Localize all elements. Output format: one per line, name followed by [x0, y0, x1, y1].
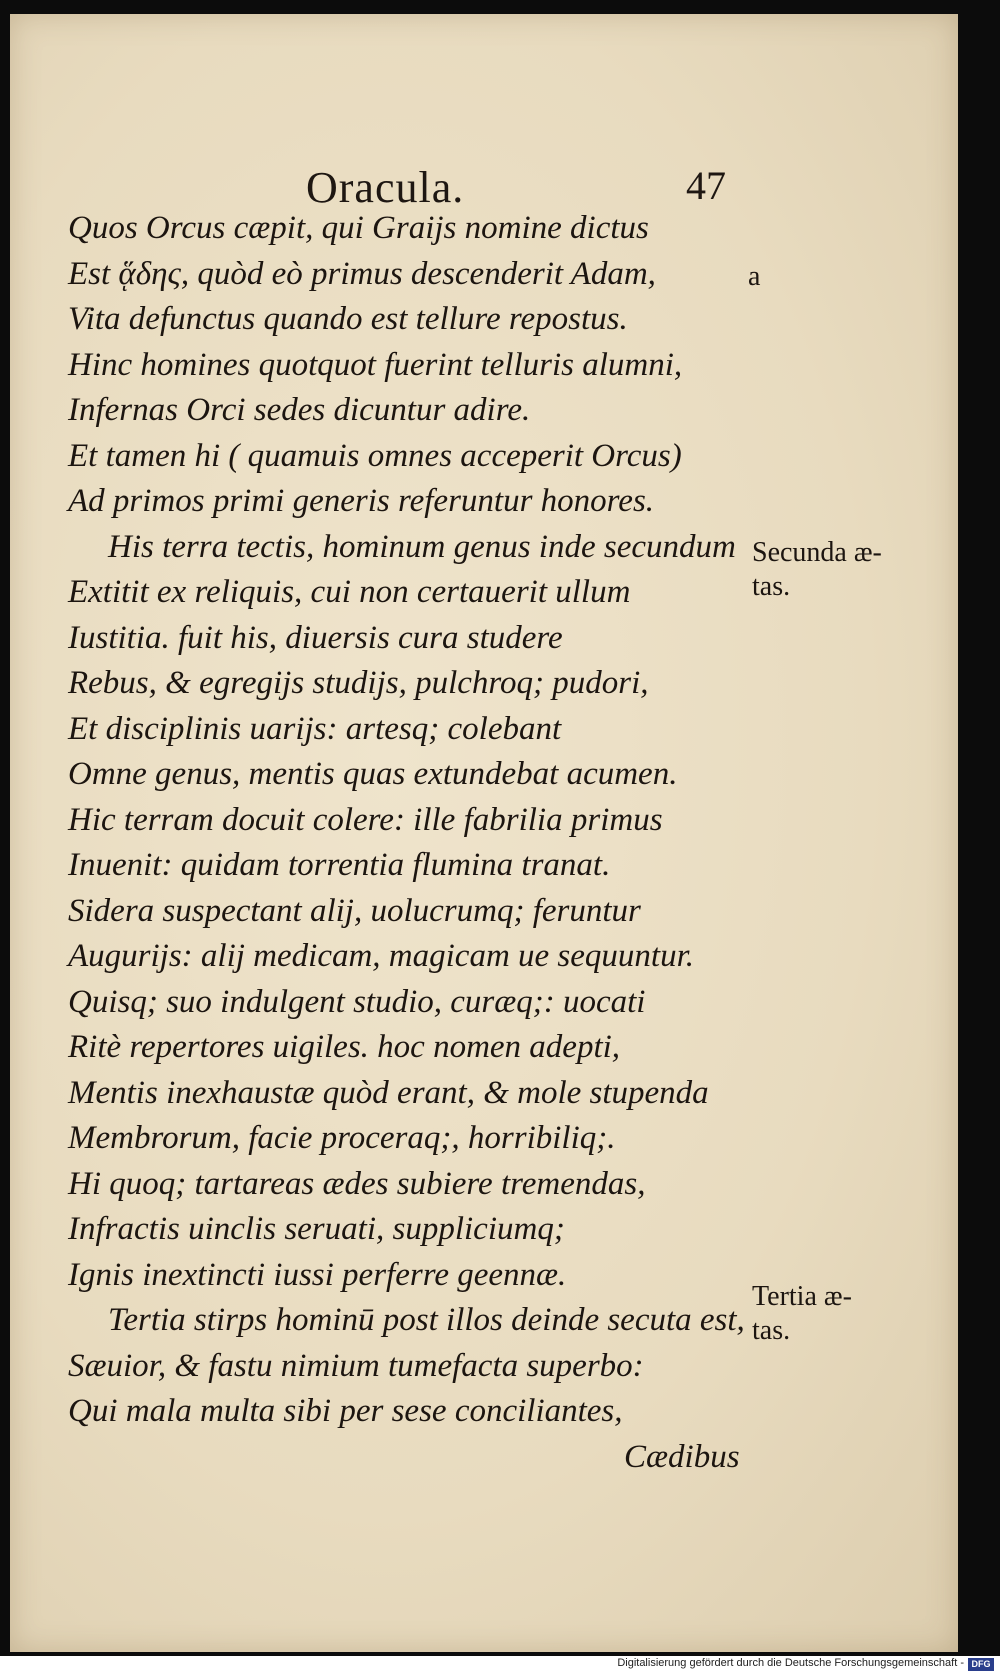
verse-line: His terra tectis, hominum genus inde secundum	[108, 528, 736, 565]
verse-line: Ignis inextincti iussi perferre geennæ.	[68, 1256, 567, 1293]
margin-note-secunda	[752, 536, 882, 604]
verse-line: Infractis uinclis seruati, suppliciumq;	[68, 1211, 565, 1247]
verse-line: Qui mala multa sibi per sese conciliantes,	[68, 1393, 623, 1429]
footer-bar	[0, 1656, 1000, 1674]
verse-line: Vita defunctus quando est tellure repostus.	[68, 301, 628, 337]
margin-note-line: Secunda æ-	[752, 537, 882, 568]
verse-line: Et tamen hi ( quamuis omnes acceperit Orcus)	[68, 437, 682, 474]
dfg-logo: DFG	[968, 1658, 994, 1671]
verse-line: Augurijs: alij medicam, magicam ue sequuntur.	[68, 938, 695, 974]
verse-line: Mentis inexhaustæ quòd erant, & mole stupenda	[68, 1074, 709, 1111]
verse-line: Est ᾅδης, quòd eò primus descenderit Adam,	[68, 255, 656, 292]
verse-line: Rebus, & egregijs studijs, pulchroq; pudori,	[68, 665, 649, 701]
verse-line: Hinc homines quotquot fuerint telluris alumni,	[68, 346, 683, 383]
verse-line: Omne genus, mentis quas extundebat acumen.	[68, 756, 678, 792]
margin-note-line: tas.	[752, 1315, 791, 1346]
verse-line: Hic terram docuit colere: ille fabrilia primus	[68, 801, 663, 838]
verse-line: Extitit ex reliquis, cui non certauerit ullum	[68, 574, 631, 610]
verse-line: Quos Orcus cæpit, qui Graijs nomine dictus	[68, 210, 649, 246]
page-header	[10, 148, 958, 212]
verse-line: Inuenit: quidam torrentia flumina tranat.	[68, 847, 611, 883]
verse-line: Ad primos primi generis referuntur honores.	[68, 483, 655, 519]
verse-line: Sæuior, & fastu nimium tumefacta superbo:	[68, 1347, 644, 1384]
margin-note-line: tas.	[752, 571, 791, 602]
margin-note-a: a	[748, 261, 761, 292]
verse-line: Sidera suspectant alij, uolucrumq; feruntur	[68, 892, 641, 929]
margin-note-tertia	[752, 1280, 852, 1348]
verse-text	[68, 206, 748, 1480]
book-page	[10, 14, 958, 1652]
verse-line: Membrorum, facie proceraq;, horribiliq;.	[68, 1120, 616, 1156]
verse-line: Quisq; suo indulgent studio, curæq;: uocati	[68, 983, 646, 1020]
verse-line: Tertia stirps hominū post illos deinde secuta est,	[108, 1302, 745, 1338]
verse-line: Iustitia. fuit his, diuersis cura studere	[68, 619, 563, 656]
funding-credit: Digitalisierung gefördert durch die Deutsche Forschungsgemeinschaft -	[617, 1657, 964, 1669]
verse-line: Ritè repertores uigiles. hoc nomen adepti,	[68, 1029, 621, 1065]
verse-line: Infernas Orci sedes dicuntur adire.	[68, 392, 531, 428]
running-title: Oracula.	[306, 163, 465, 212]
catchword: Cædibus	[624, 1438, 740, 1475]
margin-note-line: Tertia æ-	[752, 1281, 852, 1312]
verse-line: Et disciplinis uarijs: artesq; colebant	[68, 710, 562, 747]
verse-line: Hi quoq; tartareas ædes subiere tremendas,	[68, 1165, 646, 1202]
page-number: 47	[686, 163, 726, 208]
